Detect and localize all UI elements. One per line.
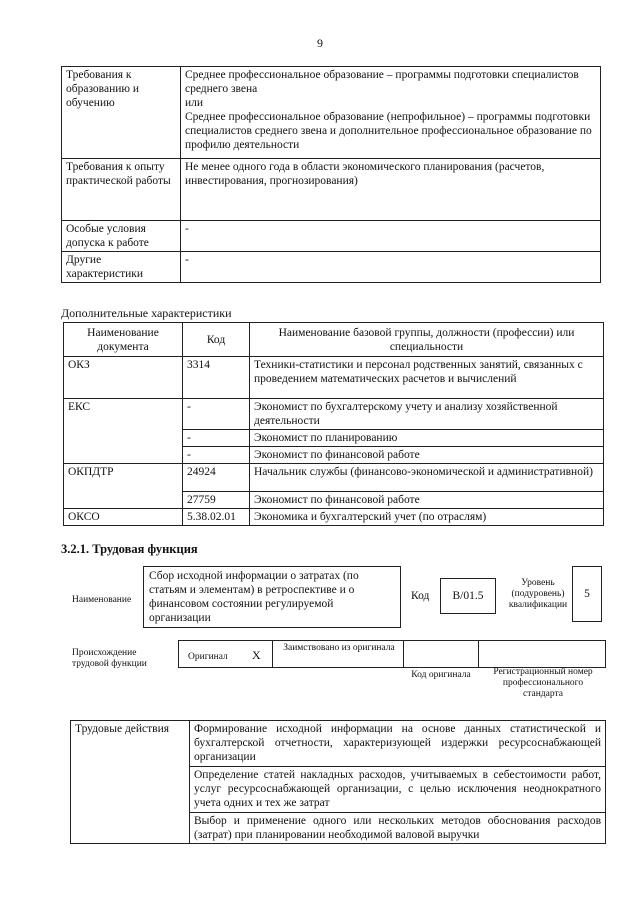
action-item: Определение статей накладных расходов, учитываемых в себестоимости работ, услуг ресурсоснабжающей организации, с целью исключения неоднократного учета одних и тех же затрат (190, 767, 606, 813)
level-label: Уровень (подуровень) квалификации (508, 578, 568, 610)
requirement-line: Среднее профессиональное образование (непрофильное) – программы подготовки специалистов среднего звена и дополнительное профессиональное образование по профилю деятельности (185, 111, 592, 151)
function-heading: 3.2.1. Трудовая функция (61, 542, 198, 556)
function-name-box (143, 566, 401, 628)
requirement-label: Требования к образованию и обучению (62, 67, 181, 159)
code-label: Код (411, 590, 430, 602)
row-code: 5.38.02.01 (183, 509, 250, 526)
requirement-value: Не менее одного года в области экономического планирования (расчетов, инвестирования, прогнозирования) (181, 159, 601, 221)
row-doc: ОКПДТР (64, 464, 183, 509)
additional-title: Дополнительные характеристики (61, 306, 232, 320)
requirement-value: - (181, 252, 601, 283)
borrowed-label: Заимствовано из оригинала (283, 643, 395, 653)
additional-table (63, 322, 604, 526)
row-doc: ОКСО (64, 509, 183, 526)
row-code: 27759 (183, 492, 250, 509)
requirement-label: Требования к опыту практической работы (62, 159, 181, 221)
origin-label: Происхождение трудовой функции (72, 648, 147, 669)
actions-label: Трудовые действия (71, 721, 190, 844)
action-item: Формирование исходной информации на основе данных статистической и бухгалтерской отчетности, характеризующей издержки ресурсоснабжающей организации (190, 721, 606, 767)
original-mark: X (252, 648, 261, 662)
row-code: 24924 (183, 464, 250, 492)
header-code: Код (183, 323, 250, 357)
actions-table (70, 720, 606, 844)
origin-divider (403, 640, 404, 668)
row-code: - (183, 430, 250, 447)
row-doc: ОКЗ (64, 357, 183, 399)
code-caption: Код оригинала (411, 670, 471, 680)
row-name: Экономист по финансовой работе (250, 492, 604, 509)
level-value: 5 (584, 588, 590, 600)
page-number: 9 (317, 36, 323, 50)
code-value: B/01.5 (452, 590, 484, 602)
action-item: Выбор и применение одного или нескольких методов обоснования расходов (затрат) при планировании необходимой валовой выручки (190, 813, 606, 844)
row-name: Техники-статистики и персонал родственных занятий, связанных с проведением математических расчетов и вычислений (250, 357, 604, 399)
row-name: Экономист по бухгалтерскому учету и анализу хозяйственной деятельности (250, 399, 604, 430)
requirement-line: или (185, 97, 204, 109)
header-name: Наименование базовой группы, должности (профессии) или специальности (250, 323, 604, 357)
level-box (572, 566, 602, 622)
row-name: Экономика и бухгалтерский учет (по отраслям) (250, 509, 604, 526)
code-box (440, 578, 496, 614)
row-name: Экономист по планированию (250, 430, 604, 447)
row-name: Начальник службы (финансово-экономической и административной) (250, 464, 604, 492)
origin-divider (272, 640, 273, 668)
requirements-table (61, 66, 601, 283)
row-doc: ЕКС (64, 399, 183, 464)
function-name-label: Наименование (72, 595, 132, 605)
requirement-value: - (181, 221, 601, 252)
origin-divider (478, 640, 479, 668)
reg-caption: Регистрационный номер профессионального стандарта (493, 667, 593, 699)
row-code: - (183, 447, 250, 464)
row-code: 3314 (183, 357, 250, 399)
row-name: Экономист по финансовой работе (250, 447, 604, 464)
requirement-value (181, 67, 601, 159)
function-name-value: Сбор исходной информации о затратах (по статьям и элементам) в ретроспективе и о финансовом состоянии регулируемой организации (149, 570, 359, 624)
requirement-label: Особые условия допуска к работе (62, 221, 181, 252)
requirement-line: Среднее профессиональное образование – программы подготовки специалистов среднего звена (185, 69, 579, 95)
requirement-label: Другие характеристики (62, 252, 181, 283)
header-doc: Наименование документа (64, 323, 183, 357)
row-code: - (183, 399, 250, 430)
original-label: Оригинал (188, 652, 228, 662)
